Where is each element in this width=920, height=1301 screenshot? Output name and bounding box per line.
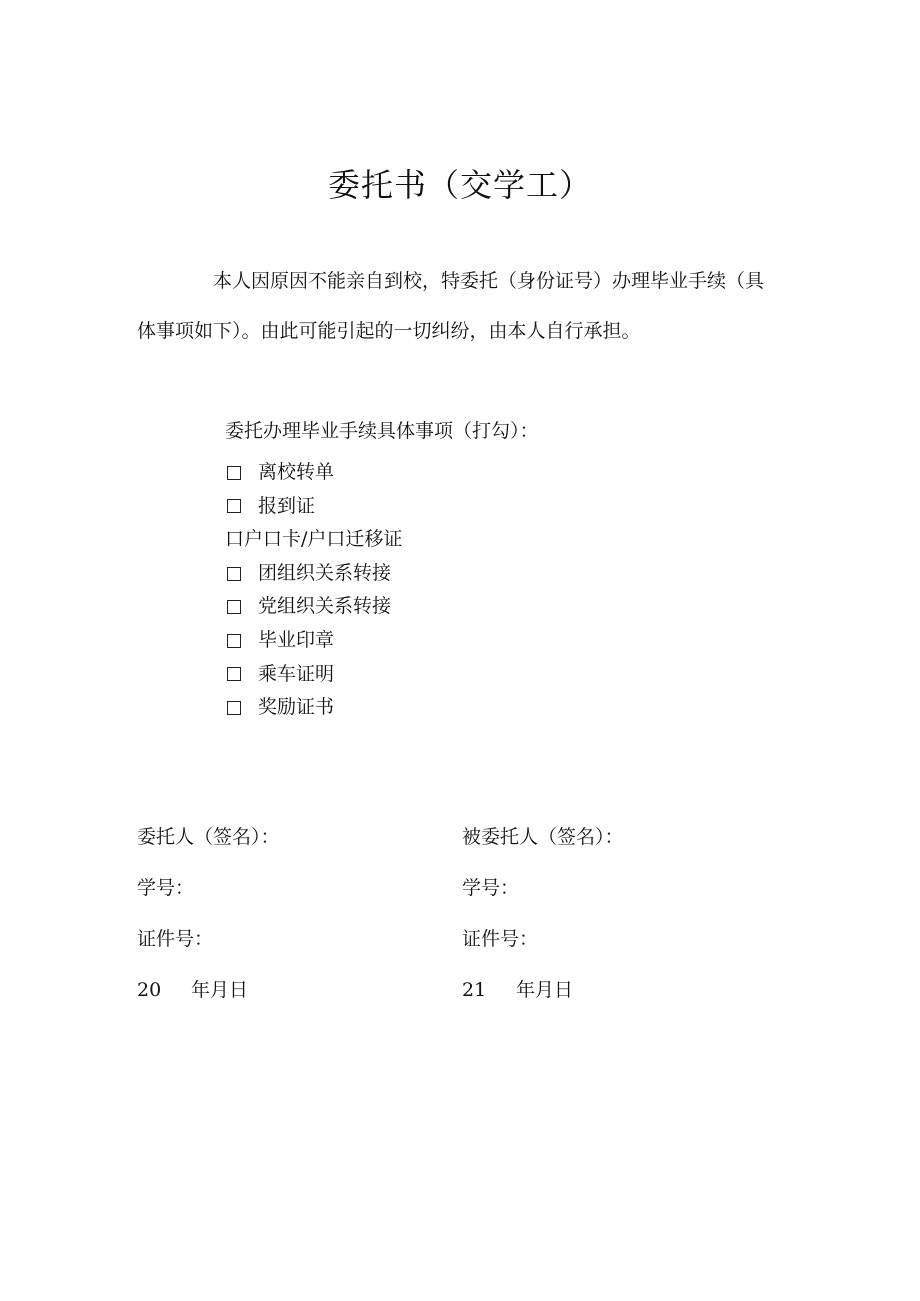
agent-date <box>462 971 624 1022</box>
checklist-item-label: 党组织关系转接 <box>258 595 392 618</box>
checklist-item-household-card <box>225 523 402 557</box>
checkbox-icon[interactable] <box>227 600 241 614</box>
agent-year: 21 <box>462 979 487 1001</box>
checkbox-icon[interactable] <box>227 466 241 480</box>
checklist-item-league-transfer[interactable] <box>225 557 402 591</box>
principal-date-suffix: 年月日 <box>191 979 249 1001</box>
statement-line-2: 体事项如下）。由此可能引起的一切纠纷，由本人自行承担。 <box>137 320 641 342</box>
checklist-item-label: 口户口卡/户口迁移证 <box>225 528 403 551</box>
statement-line-1: 本人因原因不能亲自到校，特委托（身份证号）办理毕业手续（具 <box>213 270 765 292</box>
items-checklist <box>225 456 402 725</box>
principal-signature-block <box>137 818 280 1022</box>
checklist-item-label: 离校转单 <box>258 461 335 483</box>
checklist-item-party-transfer[interactable] <box>225 590 402 624</box>
principal-date <box>137 971 280 1022</box>
agent-signature-label: 被委托人（签名）： <box>462 826 624 848</box>
checklist-item-award-certificate[interactable] <box>225 691 402 725</box>
principal-student-id-label: 学号： <box>137 877 195 899</box>
checklist-item-report-card[interactable] <box>225 490 402 524</box>
checklist-item-leave-school[interactable] <box>225 456 402 490</box>
principal-signature-label: 委托人（签名）： <box>137 826 280 848</box>
agent-signature-block <box>462 818 624 1022</box>
checklist-item-label: 报到证 <box>258 494 316 517</box>
agent-date-suffix: 年月日 <box>516 979 574 1001</box>
items-heading: 委托办理毕业手续具体事项（打勾）： <box>225 420 539 442</box>
checklist-item-label: 乘车证明 <box>258 662 335 685</box>
agent-id-label: 证件号： <box>462 928 539 950</box>
checkbox-icon[interactable] <box>227 634 241 648</box>
checklist-item-travel-certificate[interactable] <box>225 658 402 692</box>
checkbox-icon[interactable] <box>227 667 241 681</box>
agent-student-id-label: 学号： <box>462 877 520 899</box>
checkbox-icon[interactable] <box>227 701 241 715</box>
page-title: 委托书（交学工） <box>327 166 592 204</box>
checkbox-icon[interactable] <box>227 567 241 581</box>
principal-year: 20 <box>137 979 162 1001</box>
statement-paragraph <box>137 256 787 356</box>
checklist-item-graduation-seal[interactable] <box>225 624 402 658</box>
checkbox-icon[interactable] <box>227 499 241 513</box>
principal-id-label: 证件号： <box>137 928 214 950</box>
checklist-item-label: 奖励证书 <box>258 696 335 719</box>
checklist-item-label: 毕业印章 <box>258 628 335 651</box>
checklist-item-label: 团组织关系转接 <box>258 561 392 584</box>
